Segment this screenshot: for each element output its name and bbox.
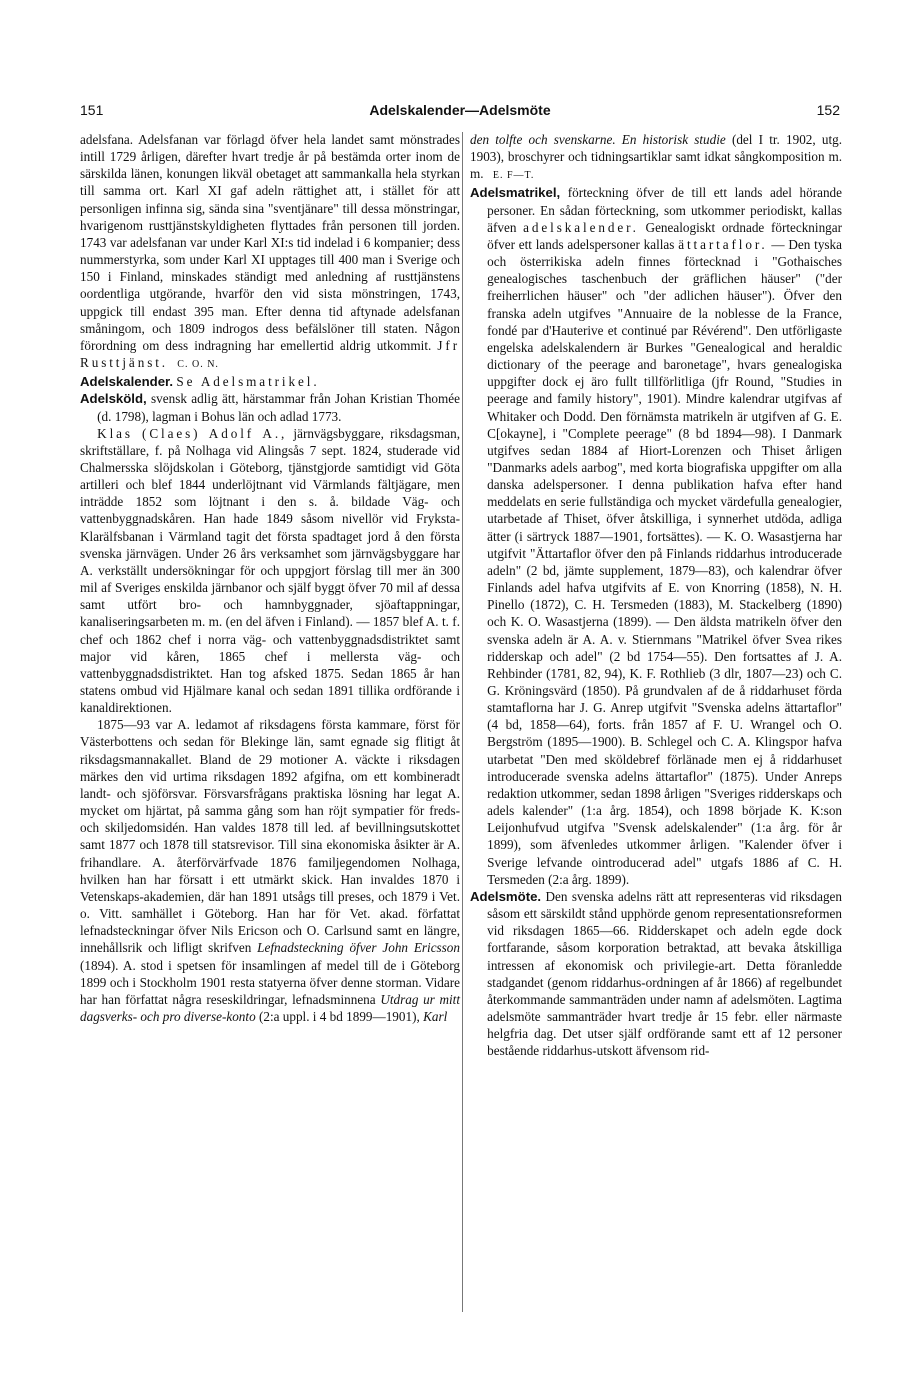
- entry-text: Den svenska adelns rätt att representeras vid riksdagen såsom ett särskildt stånd upphörde genom representationsreformen vid riksdagen 1865—66. Ridderskapet och adeln egde dock fortfarande, såsom korporation betraktad, att bevaka åtskilliga intressen af ekonomisk och privilegie-art. Detta föranledde stadgandet (genom riddarhus-ordningen af år 1866) af regelbundet återkommande sammanträden under namn af adelsmöten. Lagtima adelsmöte sammanträder hvart tredje år 15 febr. eller närmaste helgfria dag. Det utser själf ordförande samt ett af 12 personer bestående riddarhus-utskott äfvensom rid-: [487, 888, 843, 1059]
- entry-text: Se Adelsmatrikel.: [176, 374, 320, 390]
- paragraph-text: 1875—93 var A. ledamot af riksdagens första kammare, först för Västerbottens och sedan för Blekinge län, samt egnade sig flitigt åt riksdagsmannakallet. Bland de 29 motioner A. väckte i riksdagen märkes den vid urtima riksdagen 1892 afgifna, om ett kombineradt landt- och sjöförsvar. Försvarsfrågans praktiska lösning har legat A. mycket om hjärtat, på samma gång som han röjt sympatier för freds- och skiljedomsidén. Han valdes 1878 till led. af bevillningsutskottet samt 1877 och 1878 till statsrevisor. Till sina ekonomiska åsikter är A. frihandlare. A. återförvärfvade 1876 familjegendomen Nolhaga, hvilken han har försatt i ett utmärkt skick. Han invaldes 1870 i Vetenskaps-akademien, där han 1891 utsågs till preses, och 1879 i Vet. o. Vitt. samhället i Göteborg. Han har för Vet. akad. författat lefnadsteckningar öfver Nils Ericson och O. Carlsund samt en längre, innehållsrik och lifligt skrifven: [80, 717, 460, 956]
- entry-headword: Adelsmatrikel,: [470, 185, 561, 201]
- cross-reference: Jfr Rusttjänst.: [80, 337, 460, 371]
- entry-headword: Adelsmöte.: [470, 888, 542, 904]
- entry-text: Genealogiskt ordnade förteckningar öfver ett lands adelspersoner kallas: [487, 219, 843, 252]
- entry-text: svensk adlig ätt, härstammar från Johan Kristian Thomée (d. 1798), lagman i Bohus län och adlad 1773.: [97, 391, 460, 424]
- entry-text: förteckning öfver de till ett lands adel hörande personer. En sådan förteckning, som utkommer periodiskt, kallas äfven: [487, 185, 843, 235]
- author-signature: C. O. N.: [177, 359, 219, 371]
- page-header: [80, 102, 840, 120]
- running-title: Adelskalender—Adelsmöte: [369, 102, 551, 118]
- page-number-right: 152: [816, 102, 840, 118]
- person-name: Klas (Claes) Adolf A.,: [97, 425, 288, 441]
- italic-title: den tolfte och svenskarne. En historisk studie: [470, 132, 726, 147]
- entry-headword: Adelsköld,: [80, 391, 147, 407]
- entry-adelsmatrikel: [470, 184, 842, 887]
- paragraph-text: adelsfana. Adelsfanan var förlagd öfver hela landet samt mönstrades intill 1729 årligen, därefter hvart tredje år på bestämda orter inom de särskilda länen, konungen likväl obetaget att sammankalla hela styrkan till samma ort. Karl XI gaf adeln rättighet att, i stället för att personligen infinna sig, sända sina "sventjänare" till dessa mönstringar, hvarigenom rusttjänstskyldigheten flyttades från personen till jorden. 1743 var adelsfanan var under Karl XI:s tid indelad i 6 kompanier; dess nummerstyrka, som under Karl XI upptages till 400 man i Sverige och 150 i Finland, minskades ständigt med anledning af rusttjänstens oordentliga utgörande, hvarför den vid sista mönstringen, 1743, uppgick till endast 395 man. Efter denna tid aftynade adelsfanan småningom, och 1809 indrogos dess befälslöner till staten. Någon förordning om dess indragning har emellertid aldrig utkommit.: [80, 132, 460, 353]
- entry-adelsmote: [470, 888, 842, 1060]
- paragraph-riksdag: [80, 716, 460, 1025]
- entry-adelskold: [80, 390, 460, 424]
- author-signature: E. F—T.: [492, 170, 535, 182]
- left-column: [80, 131, 460, 1025]
- column-divider: [462, 132, 463, 1312]
- page-number-left: 151: [80, 102, 104, 118]
- entry-text: — Den tyska och österrikiska adeln finnes förtecknad i "Gothaisches genealogisches taschenbuch der gräflichen häuser" ("der freiherrlichen häuser" och "der adlichen häuser"). Öfver den franska adeln utgifves "Annuaire de la noblesse de la France, fondé par d'Hauterive et continué par Révérend". Den utförligaste engelska adelskalendern är Burkes "Genealogical and heraldic dictionary of the peerage and baronetage", hvars genealogiska uppgifter dock ej äro fullt tillförlitliga (jfr Round, "Studies in peerage and family history", 1901). Mindre kalendrar utgifvas af Whitaker och Dodd. Den förnämsta matrikeln är utgifven af G. E. C[okayne], i "Complete peerage" (8 bd 1894—98). I Danmark utgifves sedan 1884 af Hiort-Lorenzen och Thiset årligen "Danmarks adels aarbog", med korta biografiska uppgifter om alla danska adelspersoner. I denna publikation hafva efter hand meddelats en serie fullständiga och mycket värdefulla genealogier, utarbetade af Thiset, öfver åtskilliga, i synnerhet utdöda, adliga ätter (i särtryck 1887—1901, fortsättes). — K. O. Wasastjerna har utgifvit "Ättartaflor öfver den på Finlands riddarhus introducerade adeln" (2 bd, jämte supplement, 1879—83), och kalendrar öfver Finlands adel hafva utgifvits af E. von Knorring (1858), N. H. Pinello (1872), C. H. Tersmeden (1883), M. Stackelberg (1890) och K. O. Wasastjerna (1899). — Den äldsta matrikeln öfver den svenska adeln är A. A. v. Stiernmans "Matrikel öfver Svea rikes ridderskap och adel" (2 bd 1754—55). Den fortsattes af J. A. Rehbinder (1781, 82, 94), K. F. Rothlieb (3 dlr, 1807—23) och C. G. Kröningsvärd (1850). På grundvalen af de å riddarhuset förda stamtaflorna har J. G. Anrep utgifvit "Svenska adelns ättartaflor" (4 bd, 1858—64), forts. från 1857 af F. U. Wrangel och O. Bergström (1895—1900). B. Schlegel och C. A. Klingspor hafva utarbetat "Den med sköldebref förlänade men ej å riddarhuset introducerade svenska adelns ättartaflor" (1875). Under Anreps redaktion utkommer, sedan 1898 årligen "Sveriges ridderskaps och adels kalender" (1:a årg. 1854), och 1898 började K. K:son Leijonhufvud utgifva "Svensk adelskalender" (1:a årg. för år 1899), som äfvenledes utkommer årligen. "Kalender öfver i Sverige lefvande ointroducerad adel" utgafs 1886 af C. H. Tersmeden (2:a årg. 1899).: [487, 236, 842, 887]
- paragraph-text: (2:a uppl. i 4 bd 1899—1901),: [258, 1008, 420, 1024]
- subentry-text: järnvägsbyggare, riksdagsman, skriftställare, f. på Nolhaga vid Alingsås 7 sept. 1824, studerade vid Chalmersska slöjdskolan i Göteborg, tjänstgjorde samtidigt vid Göta artilleri och blef 1844 underlöjtnant vid Värmlands fältjägare, men inträdde 1852 som löjtnant i den s. å. bildade Väg- och vattenbyggnadskåren. Han hade 1849 såsom nivellör vid Fryksta-Klarälfsbanan i Värmland tagit det första spadtaget jord å den första svenska järnvägen. Under 26 års verksamhet som järnvägsbyggare har A. verkställt undersökningar för och uppgjort förslag till mer än 300 mil af Sveriges enskilda järnbanor och själf byggt öfver 70 mil af dessa samt utfört bro- och hamnbyggnader, sjöaftappningar, kanaliseringsarbeten m. m. (en del äfven i Finland). — 1857 blef A. t. f. chef och 1862 chef i norra väg- och vattenbyggnadsdistriktet samt major vid kåren, 1865 chef i mellersta väg- och vattenbyggnadsdistriktet. Han tog afsked 1875. Sedan 1865 år han statens ombud vid Hjälmare kanal och sedan 1891 tillika ordförande i kanaldirektionen.: [80, 425, 460, 716]
- italic-title: Utdrag ur mitt dagsverks- och pro diverse-konto: [80, 991, 461, 1024]
- subentry-klas-adolf: [80, 425, 460, 717]
- paragraph-text: (del I tr. 1902, utg. 1903), broschyrer och tidningsartiklar samt idkat sångkomposition m. m.: [470, 132, 843, 182]
- spaced-term: adelskalender.: [523, 219, 639, 235]
- paragraph-text: (1894). A. stod i spetsen för insamlingen af medel till de i Göteborg 1899 och i Stockholm 1901 resta statyerna öfver denne storman. Vidare har han författat några reseskildringar, lefnadsminnena: [80, 957, 460, 1007]
- entry-adelskalender: [80, 373, 460, 390]
- italic-title: Lefnadsteckning öfver John Ericsson: [257, 940, 460, 956]
- entry-headword: Adelskalender.: [80, 374, 174, 390]
- entry-continued: [470, 131, 842, 184]
- spaced-term: ättartaflor.: [678, 236, 768, 252]
- italic-title: Karl: [423, 1008, 448, 1024]
- right-column: [470, 131, 842, 1059]
- entry-adelsfana-continued: [80, 131, 460, 373]
